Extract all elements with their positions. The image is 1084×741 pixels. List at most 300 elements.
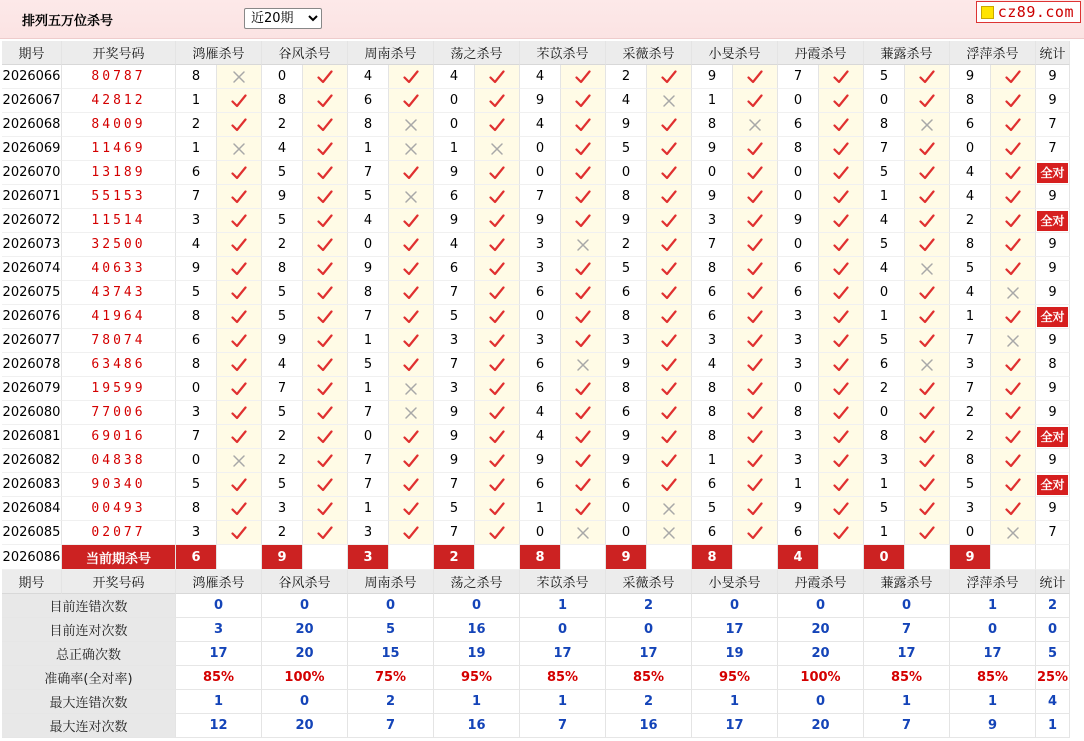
- check-icon: [489, 69, 505, 85]
- check-icon: [489, 405, 505, 421]
- check-icon: [747, 477, 763, 493]
- result-mark-cell: [905, 377, 950, 401]
- result-mark-cell: [733, 305, 778, 329]
- check-icon: [403, 525, 419, 541]
- kill-value: 6: [606, 281, 647, 305]
- kill-value: 4: [262, 137, 303, 161]
- result-mark-cell: [991, 473, 1036, 497]
- kill-value: 1: [348, 497, 389, 521]
- row-total-cell: [1036, 113, 1070, 137]
- check-icon: [833, 501, 849, 517]
- kill-value: 3: [520, 329, 561, 353]
- check-icon: [661, 429, 677, 445]
- result-mark-cell: [389, 257, 434, 281]
- row-total: 7: [1048, 525, 1057, 540]
- kill-value: 7: [434, 353, 475, 377]
- check-icon: [747, 309, 763, 325]
- result-mark-cell: [475, 233, 520, 257]
- check-icon: [919, 381, 935, 397]
- result-mark-cell: [991, 185, 1036, 209]
- stat-value: 20: [262, 714, 348, 738]
- kill-value: 5: [262, 473, 303, 497]
- kill-value: 0: [262, 65, 303, 89]
- cross-icon: [919, 357, 935, 373]
- stat-value: 3: [176, 618, 262, 642]
- result-mark-cell: [389, 233, 434, 257]
- stat-label: 准确率(全对率): [2, 666, 176, 690]
- kill-value: 3: [520, 257, 561, 281]
- result-mark-cell: [475, 497, 520, 521]
- check-icon: [747, 405, 763, 421]
- row-total-cell: [1036, 281, 1070, 305]
- result-mark-cell: [475, 281, 520, 305]
- stat-value: 17: [606, 642, 692, 666]
- check-icon: [317, 429, 333, 445]
- stat-value: 85%: [950, 666, 1036, 690]
- kill-value: 4: [864, 257, 905, 281]
- current-kill-value: 2: [434, 545, 475, 570]
- check-icon: [747, 525, 763, 541]
- check-icon: [661, 261, 677, 277]
- result-mark-cell: [819, 449, 864, 473]
- issue-number: 2026072: [2, 209, 62, 233]
- result-mark-cell: [819, 257, 864, 281]
- result-mark-cell: [647, 329, 692, 353]
- result-mark-cell: [819, 401, 864, 425]
- check-icon: [575, 333, 591, 349]
- result-mark-cell: [217, 521, 262, 545]
- check-icon: [833, 429, 849, 445]
- col-header-expert: 蒹露杀号: [864, 570, 950, 594]
- kill-value: 6: [606, 401, 647, 425]
- current-kill-value: 9: [262, 545, 303, 570]
- result-mark-cell: [647, 281, 692, 305]
- kill-value: 8: [692, 425, 733, 449]
- kill-value: 0: [692, 161, 733, 185]
- draw-number: 77006: [62, 401, 176, 425]
- result-mark-cell: [733, 425, 778, 449]
- stat-row: [2, 618, 1070, 642]
- current-kill-spacer: [475, 545, 520, 570]
- kill-value: 7: [176, 185, 217, 209]
- current-kill-spacer: [303, 545, 348, 570]
- kill-value: 7: [520, 185, 561, 209]
- kill-value: 7: [434, 281, 475, 305]
- current-kill-spacer: [217, 545, 262, 570]
- cross-icon: [231, 453, 247, 469]
- result-mark-cell: [303, 497, 348, 521]
- stat-value: 17: [692, 618, 778, 642]
- stat-value: 1: [520, 690, 606, 714]
- current-issue-row: [2, 545, 1070, 570]
- result-mark-cell: [819, 65, 864, 89]
- row-total-cell: [1036, 521, 1070, 545]
- kill-value: 2: [864, 377, 905, 401]
- result-mark-cell: [217, 449, 262, 473]
- issue-number: 2026083: [2, 473, 62, 497]
- issue-number: 2026080: [2, 401, 62, 425]
- table-row: [2, 89, 1070, 113]
- issue-number: 2026071: [2, 185, 62, 209]
- result-mark-cell: [217, 353, 262, 377]
- check-icon: [317, 453, 333, 469]
- draw-number: 40633: [62, 257, 176, 281]
- check-icon: [661, 381, 677, 397]
- result-mark-cell: [389, 305, 434, 329]
- draw-number: 04838: [62, 449, 176, 473]
- stat-value: 2: [606, 690, 692, 714]
- kill-value: 4: [348, 65, 389, 89]
- kill-value: 5: [262, 401, 303, 425]
- kill-value: 6: [520, 353, 561, 377]
- kill-value: 1: [348, 329, 389, 353]
- check-icon: [747, 93, 763, 109]
- draw-number: 00493: [62, 497, 176, 521]
- result-mark-cell: [991, 329, 1036, 353]
- stat-value: 100%: [262, 666, 348, 690]
- period-select[interactable]: [244, 8, 322, 29]
- issue-number: 2026070: [2, 161, 62, 185]
- check-icon: [231, 189, 247, 205]
- current-kill-label: 当前期杀号: [62, 545, 176, 570]
- current-total-empty: [1036, 545, 1070, 570]
- col-header-issue: 期号: [2, 41, 62, 65]
- stat-value: 0: [520, 618, 606, 642]
- kill-value: 5: [176, 473, 217, 497]
- row-total-cell: [1036, 65, 1070, 89]
- kill-value: 0: [864, 89, 905, 113]
- result-mark-cell: [561, 401, 606, 425]
- kill-value: 8: [348, 281, 389, 305]
- table-row: [2, 329, 1070, 353]
- kill-value: 5: [434, 305, 475, 329]
- stat-value: 0: [692, 594, 778, 618]
- stat-value: 17: [864, 642, 950, 666]
- result-mark-cell: [819, 377, 864, 401]
- result-mark-cell: [733, 473, 778, 497]
- result-mark-cell: [475, 137, 520, 161]
- kill-value: 1: [864, 185, 905, 209]
- kill-value: 1: [778, 473, 819, 497]
- result-mark-cell: [647, 65, 692, 89]
- check-icon: [317, 405, 333, 421]
- kill-value: 8: [348, 113, 389, 137]
- current-kill-value: 6: [176, 545, 217, 570]
- check-icon: [919, 141, 935, 157]
- kill-value: 6: [692, 473, 733, 497]
- check-icon: [489, 213, 505, 229]
- result-mark-cell: [647, 353, 692, 377]
- result-mark-cell: [991, 89, 1036, 113]
- check-icon: [919, 429, 935, 445]
- result-mark-cell: [561, 65, 606, 89]
- stat-value: 17: [692, 714, 778, 738]
- kill-value: 9: [520, 449, 561, 473]
- kill-value: 0: [520, 305, 561, 329]
- result-mark-cell: [991, 377, 1036, 401]
- result-mark-cell: [561, 281, 606, 305]
- kill-value: 1: [176, 89, 217, 113]
- kill-value: 0: [864, 281, 905, 305]
- result-mark-cell: [905, 89, 950, 113]
- stat-value: 85%: [864, 666, 950, 690]
- check-icon: [919, 453, 935, 469]
- table-row: [2, 113, 1070, 137]
- all-correct-badge: 全对: [1037, 427, 1067, 447]
- issue-number: 2026076: [2, 305, 62, 329]
- stat-value: 0: [778, 690, 864, 714]
- check-icon: [317, 525, 333, 541]
- result-mark-cell: [389, 353, 434, 377]
- check-icon: [575, 285, 591, 301]
- kill-value: 1: [692, 89, 733, 113]
- result-mark-cell: [561, 257, 606, 281]
- result-mark-cell: [561, 89, 606, 113]
- kill-value: 0: [606, 521, 647, 545]
- current-kill-spacer: [733, 545, 778, 570]
- table-row: [2, 161, 1070, 185]
- check-icon: [489, 165, 505, 181]
- col-header-expert: 周南杀号: [348, 41, 434, 65]
- table-row: [2, 473, 1070, 497]
- result-mark-cell: [475, 113, 520, 137]
- kill-value: 0: [950, 521, 991, 545]
- stat-value: 7: [348, 714, 434, 738]
- check-icon: [575, 405, 591, 421]
- check-icon: [833, 141, 849, 157]
- check-icon: [317, 357, 333, 373]
- kill-value: 4: [950, 281, 991, 305]
- result-mark-cell: [647, 233, 692, 257]
- result-mark-cell: [733, 377, 778, 401]
- kill-value: 5: [692, 497, 733, 521]
- table-row: [2, 185, 1070, 209]
- cross-icon: [231, 141, 247, 157]
- kill-value: 0: [434, 89, 475, 113]
- result-mark-cell: [561, 377, 606, 401]
- result-mark-cell: [217, 305, 262, 329]
- kill-value: 8: [176, 497, 217, 521]
- check-icon: [575, 261, 591, 277]
- col-header-total: 统计: [1036, 41, 1070, 65]
- result-mark-cell: [389, 89, 434, 113]
- check-icon: [575, 165, 591, 181]
- cross-icon: [403, 405, 419, 421]
- col-header-draw: 开奖号码: [62, 41, 176, 65]
- result-mark-cell: [561, 449, 606, 473]
- result-mark-cell: [389, 377, 434, 401]
- kill-value: 5: [176, 281, 217, 305]
- check-icon: [1005, 501, 1021, 517]
- check-icon: [317, 165, 333, 181]
- check-icon: [575, 189, 591, 205]
- kill-value: 6: [176, 161, 217, 185]
- stat-value: 0: [348, 594, 434, 618]
- col-header-expert: 浮萍杀号: [950, 41, 1036, 65]
- result-mark-cell: [991, 281, 1036, 305]
- kill-value: 5: [864, 497, 905, 521]
- kill-value: 0: [434, 113, 475, 137]
- result-mark-cell: [905, 185, 950, 209]
- table-row: [2, 137, 1070, 161]
- kill-value: 6: [606, 473, 647, 497]
- check-icon: [919, 69, 935, 85]
- check-icon: [1005, 429, 1021, 445]
- check-icon: [317, 501, 333, 517]
- kill-value: 2: [262, 113, 303, 137]
- result-mark-cell: [475, 185, 520, 209]
- kill-value: 9: [434, 161, 475, 185]
- result-mark-cell: [561, 209, 606, 233]
- kill-value: 9: [950, 65, 991, 89]
- kill-value: 7: [176, 425, 217, 449]
- result-mark-cell: [217, 281, 262, 305]
- col-header-draw: 开奖号码: [62, 570, 176, 594]
- check-icon: [1005, 381, 1021, 397]
- check-icon: [489, 477, 505, 493]
- kill-value: 6: [692, 281, 733, 305]
- result-mark-cell: [303, 353, 348, 377]
- result-mark-cell: [647, 449, 692, 473]
- result-mark-cell: [217, 185, 262, 209]
- result-mark-cell: [217, 161, 262, 185]
- kill-value: 0: [176, 377, 217, 401]
- result-mark-cell: [733, 401, 778, 425]
- result-mark-cell: [819, 425, 864, 449]
- kill-value: 8: [606, 377, 647, 401]
- cross-icon: [575, 525, 591, 541]
- check-icon: [833, 237, 849, 253]
- kill-value: 3: [692, 329, 733, 353]
- check-icon: [919, 309, 935, 325]
- kill-value: 6: [520, 473, 561, 497]
- check-icon: [661, 213, 677, 229]
- col-header-total: 统计: [1036, 570, 1070, 594]
- stat-value: 1: [434, 690, 520, 714]
- row-total-cell: [1036, 305, 1070, 329]
- row-total: 9: [1048, 285, 1057, 300]
- table-row: [2, 521, 1070, 545]
- check-icon: [919, 285, 935, 301]
- kill-value: 6: [176, 329, 217, 353]
- check-icon: [317, 141, 333, 157]
- current-kill-value: 4: [778, 545, 819, 570]
- kill-value: 4: [434, 65, 475, 89]
- check-icon: [231, 405, 247, 421]
- kill-value: 9: [606, 353, 647, 377]
- check-icon: [747, 501, 763, 517]
- col-header-expert: 鸿雁杀号: [176, 41, 262, 65]
- result-mark-cell: [475, 89, 520, 113]
- draw-number: 11469: [62, 137, 176, 161]
- result-mark-cell: [389, 137, 434, 161]
- kill-value: 0: [606, 497, 647, 521]
- check-icon: [747, 213, 763, 229]
- kill-value: 5: [348, 353, 389, 377]
- check-icon: [833, 381, 849, 397]
- current-kill-spacer: [905, 545, 950, 570]
- issue-number: 2026078: [2, 353, 62, 377]
- kill-value: 7: [864, 137, 905, 161]
- check-icon: [575, 141, 591, 157]
- kill-value: 4: [864, 209, 905, 233]
- stat-value: 75%: [348, 666, 434, 690]
- result-mark-cell: [647, 473, 692, 497]
- kill-value: 3: [778, 449, 819, 473]
- result-mark-cell: [217, 137, 262, 161]
- check-icon: [575, 309, 591, 325]
- stat-value: 20: [262, 618, 348, 642]
- kill-value: 9: [606, 449, 647, 473]
- result-mark-cell: [389, 473, 434, 497]
- result-mark-cell: [561, 305, 606, 329]
- table-row: [2, 401, 1070, 425]
- kill-value: 0: [778, 161, 819, 185]
- check-icon: [661, 453, 677, 469]
- issue-number: 2026081: [2, 425, 62, 449]
- result-mark-cell: [303, 401, 348, 425]
- result-mark-cell: [991, 113, 1036, 137]
- result-mark-cell: [905, 233, 950, 257]
- check-icon: [661, 309, 677, 325]
- result-mark-cell: [733, 233, 778, 257]
- check-icon: [231, 525, 247, 541]
- check-icon: [833, 189, 849, 205]
- kill-value: 3: [434, 377, 475, 401]
- kill-value: 8: [950, 449, 991, 473]
- result-mark-cell: [303, 233, 348, 257]
- result-mark-cell: [389, 497, 434, 521]
- stat-value: 5: [348, 618, 434, 642]
- check-icon: [661, 141, 677, 157]
- result-mark-cell: [475, 473, 520, 497]
- kill-value: 0: [778, 377, 819, 401]
- check-icon: [403, 429, 419, 445]
- result-mark-cell: [217, 425, 262, 449]
- check-icon: [833, 309, 849, 325]
- result-mark-cell: [217, 209, 262, 233]
- brand-logo[interactable]: [976, 1, 1081, 23]
- cross-icon: [231, 69, 247, 85]
- kill-value: 3: [950, 497, 991, 521]
- check-icon: [575, 213, 591, 229]
- result-mark-cell: [733, 353, 778, 377]
- kill-value: 6: [950, 113, 991, 137]
- stat-value: 1: [692, 690, 778, 714]
- kill-value: 6: [778, 281, 819, 305]
- check-icon: [919, 477, 935, 493]
- row-total: 9: [1048, 237, 1057, 252]
- result-mark-cell: [303, 473, 348, 497]
- kill-value: 6: [520, 377, 561, 401]
- result-mark-cell: [733, 65, 778, 89]
- check-icon: [575, 93, 591, 109]
- kill-value: 6: [692, 305, 733, 329]
- result-mark-cell: [389, 449, 434, 473]
- cross-icon: [1005, 333, 1021, 349]
- stat-value: 7: [864, 618, 950, 642]
- check-icon: [489, 525, 505, 541]
- result-mark-cell: [303, 185, 348, 209]
- kill-value: 0: [778, 89, 819, 113]
- check-icon: [403, 213, 419, 229]
- result-mark-cell: [561, 233, 606, 257]
- check-icon: [575, 477, 591, 493]
- kill-value: 3: [176, 209, 217, 233]
- check-icon: [317, 69, 333, 85]
- stat-value: 0: [262, 594, 348, 618]
- check-icon: [317, 213, 333, 229]
